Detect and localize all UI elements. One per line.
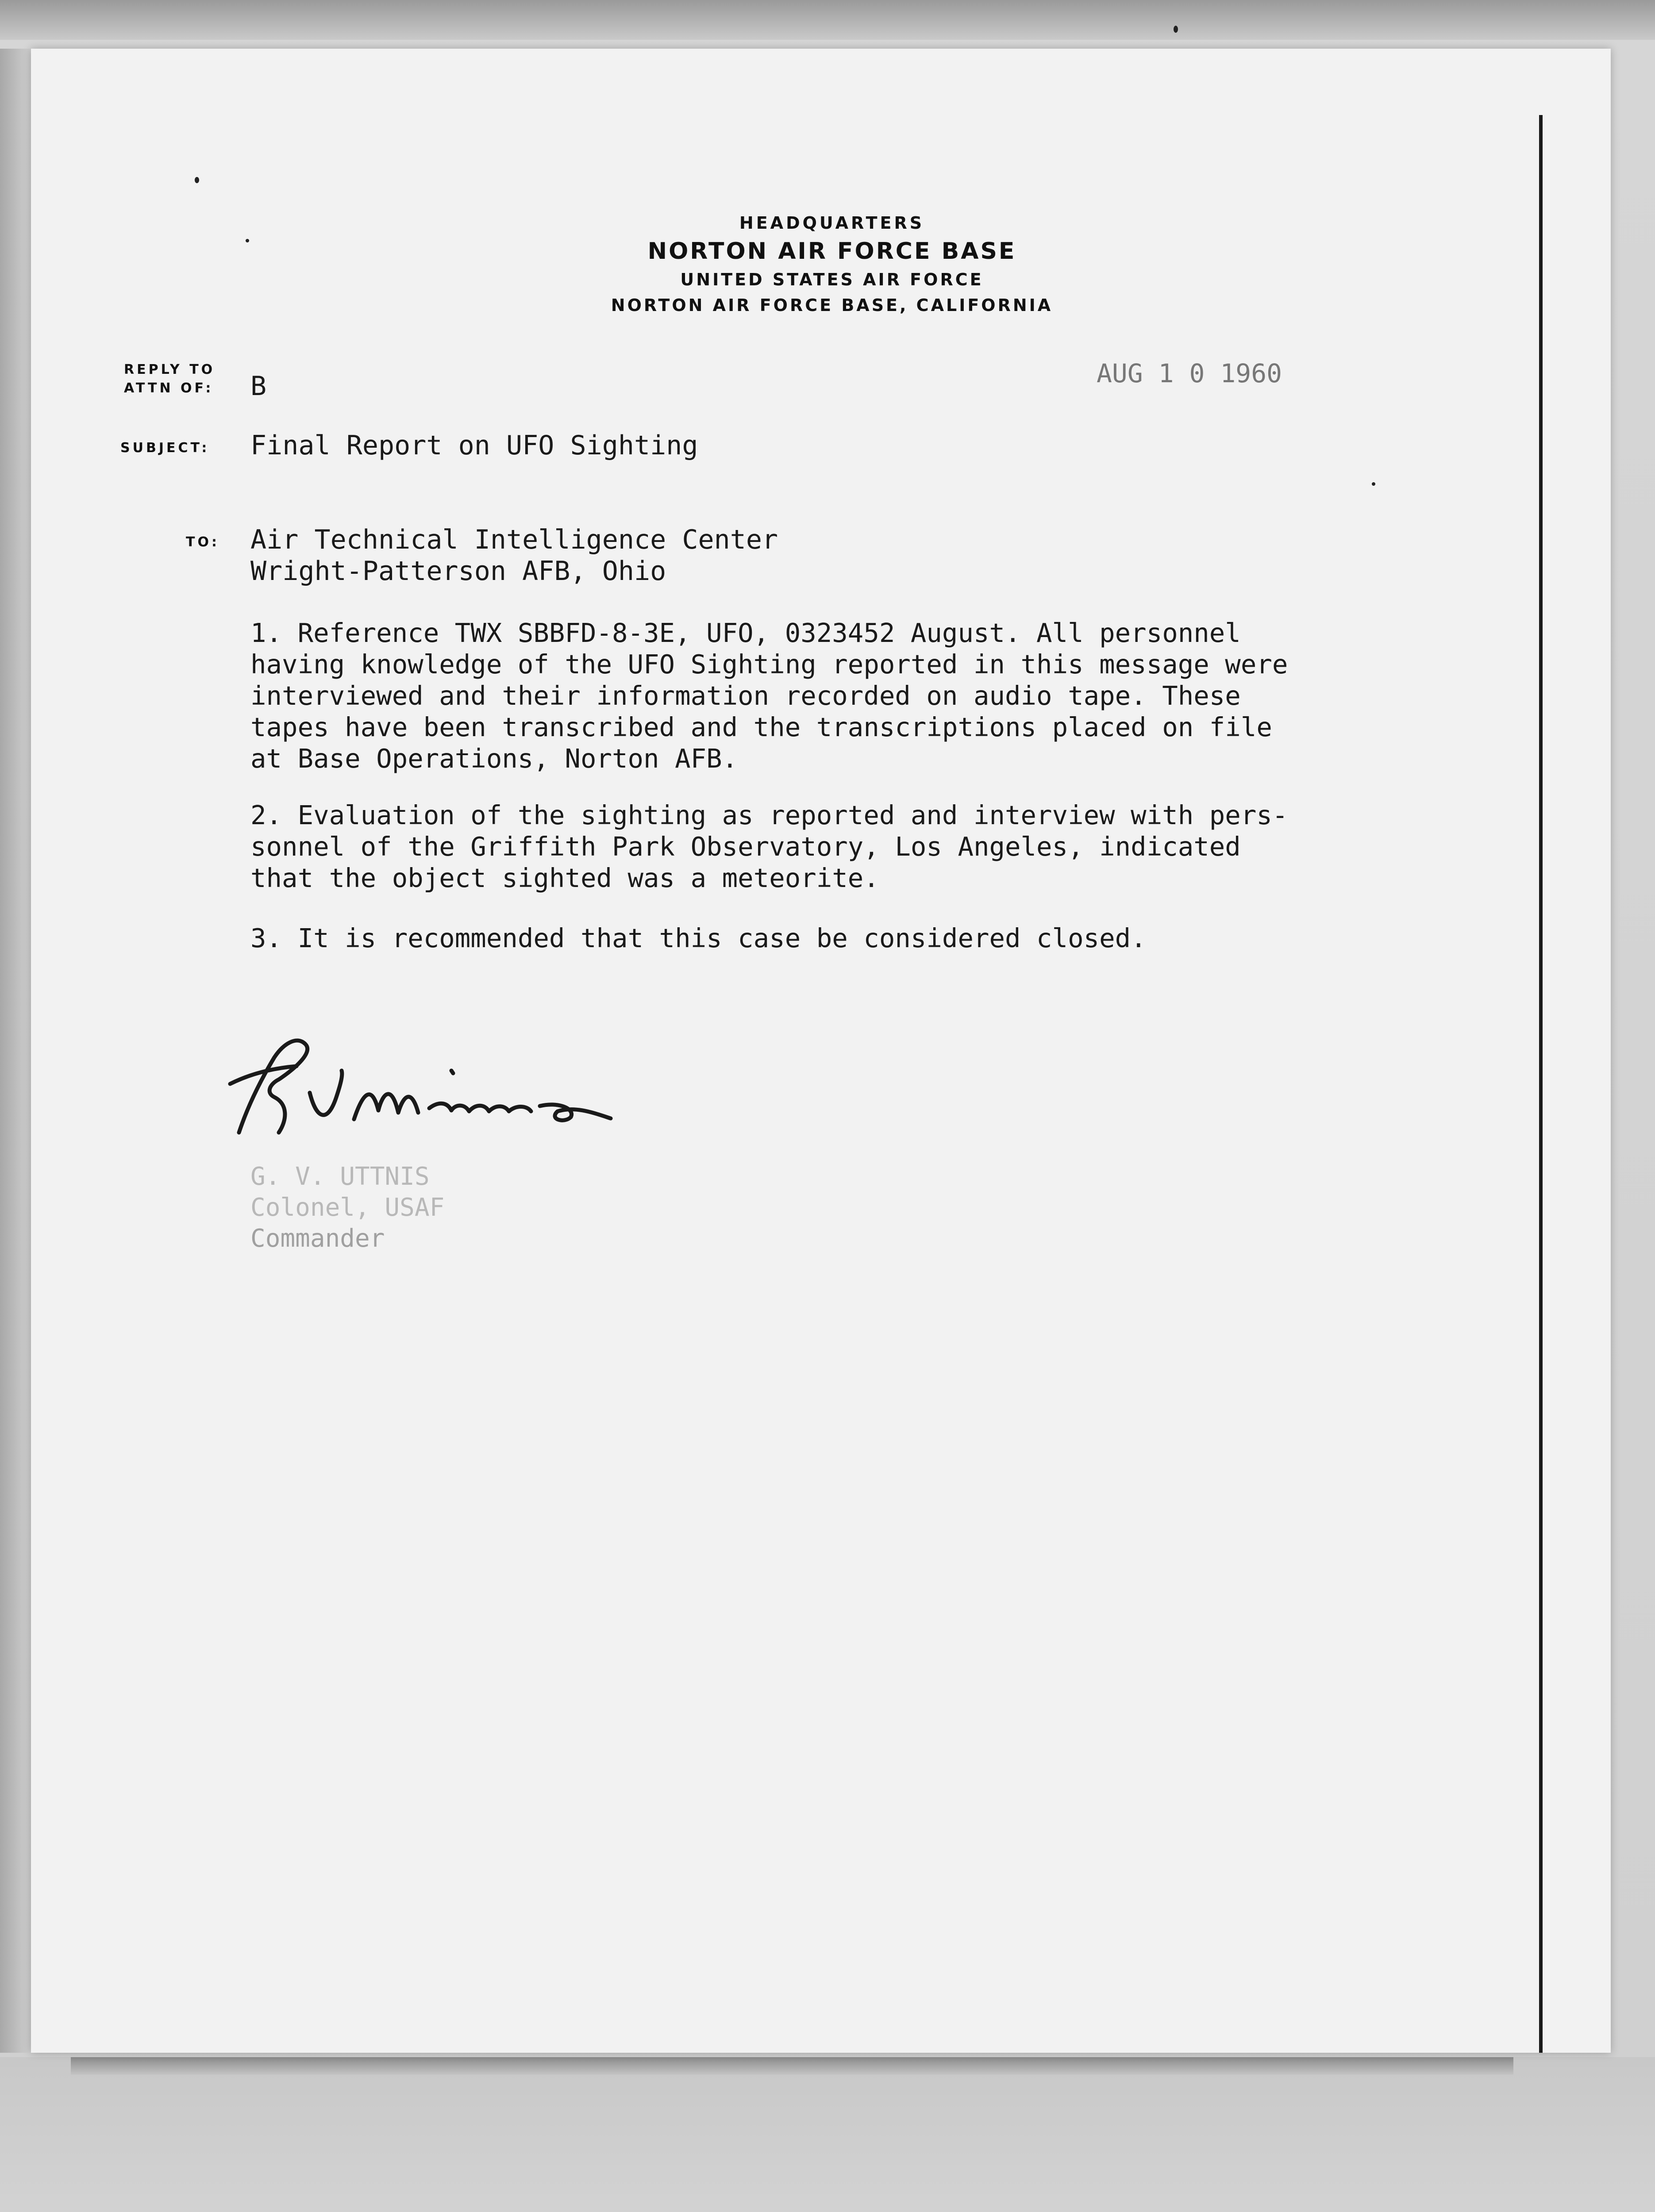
paragraph-line: tapes have been transcribed and the transcriptions placed on file [250, 712, 1272, 742]
paragraph-line: sonnel of the Griffith Park Observatory, Los Angeles, indicated [250, 831, 1241, 862]
reply-to-label-line1: REPLY TO [124, 362, 216, 377]
scan-bottom-shadow [71, 2057, 1513, 2075]
paragraph-2 [250, 799, 1534, 894]
scan-bottom-area [0, 2057, 1655, 2212]
scan-top-border [0, 0, 1655, 40]
subject-label: SUBJECT: [120, 440, 210, 456]
letterhead-headquarters: HEADQUARTERS [739, 213, 925, 233]
to-label: TO: [186, 534, 219, 550]
paragraph-line: at Base Operations, Norton AFB. [250, 743, 738, 774]
dust-speck [195, 177, 199, 183]
reply-to-label [124, 361, 215, 398]
right-margin-rule [1539, 115, 1543, 2053]
paragraph-line: having knowledge of the UFO Sighting reported in this message were [250, 649, 1288, 680]
attn-of-value: B [250, 371, 267, 402]
date-stamp: AUG 1 0 1960 [1097, 358, 1282, 388]
paragraph-line: 2. Evaluation of the sighting as reported and interview with pers- [250, 800, 1288, 830]
paragraph-line: interviewed and their information recorded on audio tape. These [250, 680, 1241, 711]
scan-left-border [0, 49, 31, 2053]
dust-speck [246, 239, 249, 242]
dust-speck [1174, 26, 1178, 33]
letterhead-base-name: NORTON AIR FORCE BASE [647, 238, 1016, 265]
reply-to-label-line2: ATTN OF: [124, 380, 214, 396]
paragraph-line: 1. Reference TWX SBBFD-8-3E, UFO, 0323452 August. All personnel [250, 618, 1241, 648]
dust-speck [1372, 482, 1375, 486]
handwritten-signature [221, 1018, 646, 1150]
signer-rank: Colonel, USAF [250, 1193, 445, 1222]
paragraph-line: 3. It is recommended that this case be considered closed. [250, 923, 1147, 953]
paragraph-line: that the object sighted was a meteorite. [250, 863, 879, 893]
signer-name: G. V. UTTNIS [250, 1162, 430, 1191]
paragraph-3 [250, 922, 1534, 954]
subject-value: Final Report on UFO Sighting [250, 430, 698, 461]
paragraph-1 [250, 617, 1534, 774]
recipient-line2: Wright-Patterson AFB, Ohio [250, 556, 666, 587]
signer-title: Commander [250, 1224, 385, 1253]
recipient-line1: Air Technical Intelligence Center [250, 524, 778, 555]
letterhead-service: UNITED STATES AIR FORCE [680, 270, 984, 289]
letterhead-address: NORTON AIR FORCE BASE, CALIFORNIA [611, 296, 1053, 315]
